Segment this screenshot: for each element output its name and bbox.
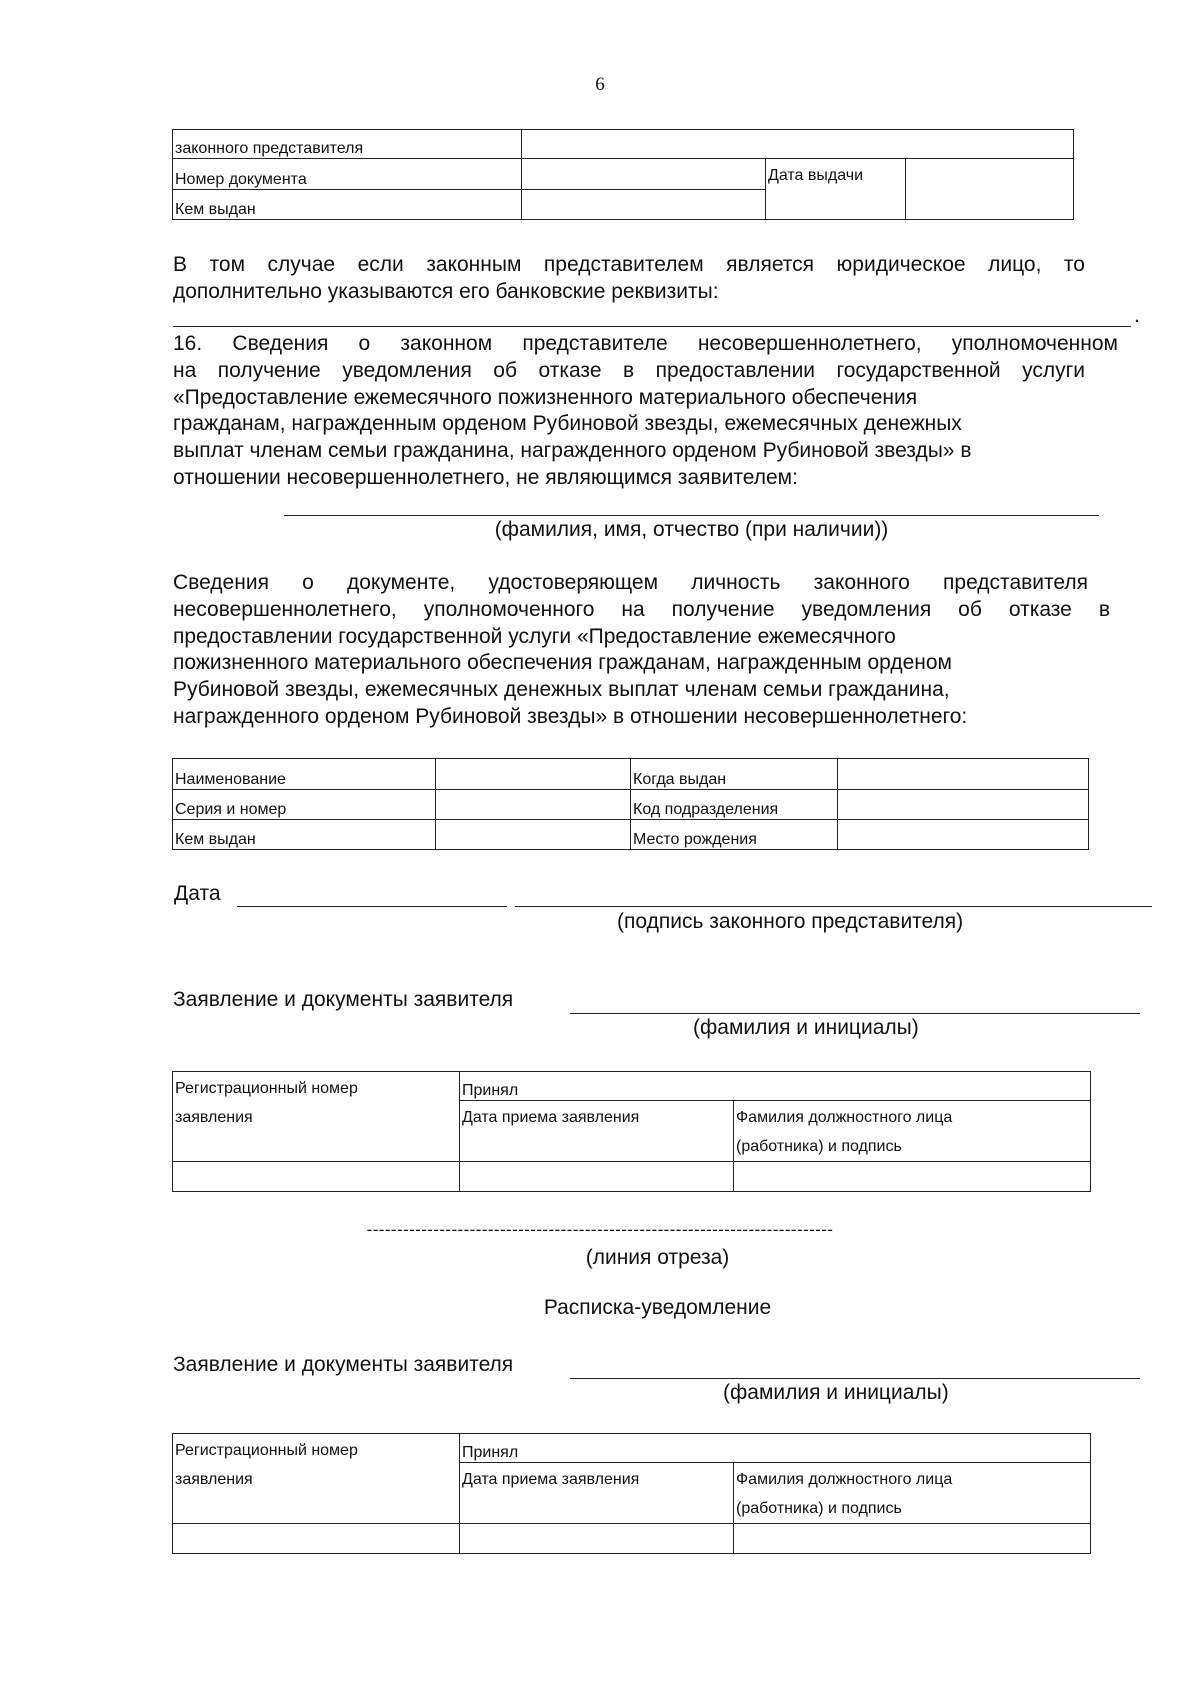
identity-document-table	[172, 758, 1089, 850]
official-line: Фамилия должностного лица	[736, 1471, 953, 1488]
document-info-paragraph	[173, 570, 1110, 731]
series-number-label: Серия и номер	[173, 790, 436, 820]
doc-name-label: Наименование	[173, 759, 436, 790]
reg-number-line: заявления	[175, 1109, 253, 1126]
accept-date-header: Дата приема заявления	[460, 1463, 734, 1524]
reg-number-value[interactable]	[173, 1162, 460, 1192]
text-line: «Предоставление ежемесячного пожизненного материального обеспечения	[173, 385, 918, 409]
registration-table	[172, 1071, 1091, 1192]
reg-number-line: Регистрационный номер	[175, 1442, 358, 1459]
text-line: гражданам, награжденным орденом Рубиновой звезды, ежемесячных денежных	[173, 412, 962, 436]
signature-caption: (подпись законного представителя)	[617, 910, 964, 933]
initials-caption: (фамилия и инициалы)	[693, 1016, 919, 1039]
receipt-title: Расписка-уведомление	[543, 1296, 772, 1319]
fio-caption: (фамилия, имя, отчество (при наличии))	[494, 518, 889, 541]
section-16-paragraph	[173, 331, 1118, 492]
doc-issued-by-value[interactable]	[436, 820, 631, 850]
official-value[interactable]	[734, 1524, 1091, 1554]
text-line: В том случае если законным представителем является юридическое лицо, то	[173, 253, 1085, 276]
accept-date-value[interactable]	[460, 1524, 734, 1554]
accept-date-header: Дата приема заявления	[460, 1101, 734, 1162]
cut-line: -----------------------------------------------------------------------------	[366, 1220, 834, 1239]
birth-place-value[interactable]	[838, 820, 1089, 850]
line-end-dot: .	[1134, 304, 1140, 327]
accepted-header: Принял	[460, 1434, 1091, 1463]
reg-number-line: заявления	[175, 1471, 253, 1488]
issue-date-label: Дата выдачи	[766, 159, 906, 220]
official-line: (работника) и подпись	[736, 1138, 902, 1155]
text-line: на получение уведомления об отказе в предоставлении государственной услуги	[173, 358, 1085, 382]
text-line: предоставлении государственной услуги «Предоставление ежемесячного	[173, 624, 896, 648]
doc-issued-by-label: Кем выдан	[173, 820, 436, 850]
cut-caption: (линия отреза)	[585, 1246, 730, 1269]
text-line: дополнительно указываются его банковские реквизиты:	[173, 279, 719, 303]
page-number: 6	[595, 74, 605, 95]
issued-when-value[interactable]	[838, 759, 1089, 790]
division-code-label: Код подразделения	[631, 790, 838, 820]
applicant-label: Заявление и документы заявителя	[173, 988, 514, 1011]
reg-number-line: Регистрационный номер	[175, 1080, 358, 1097]
birth-place-label: Место рождения	[631, 820, 838, 850]
applicant-name-line[interactable]	[570, 1013, 1140, 1014]
division-code-value[interactable]	[838, 790, 1089, 820]
official-value[interactable]	[734, 1162, 1091, 1192]
official-header	[734, 1101, 1091, 1162]
issued-when-label: Когда выдан	[631, 759, 838, 790]
applicant-name-line[interactable]	[570, 1378, 1140, 1379]
text-line: несовершеннолетнего, уполномоченного на получение уведомления об отказе в	[173, 597, 1110, 621]
accept-date-value[interactable]	[460, 1162, 734, 1192]
text-line: пожизненного материального обеспечения гражданам, награжденным орденом	[173, 651, 952, 675]
issued-by-value[interactable]	[522, 190, 766, 220]
signature-line[interactable]	[515, 906, 1152, 907]
reg-number-header	[173, 1434, 460, 1524]
official-line: (работника) и подпись	[736, 1500, 902, 1517]
official-line: Фамилия должностного лица	[736, 1109, 953, 1126]
official-header	[734, 1463, 1091, 1524]
reg-number-value[interactable]	[173, 1524, 460, 1554]
series-number-value[interactable]	[436, 790, 631, 820]
issued-by-label: Кем выдан	[173, 190, 522, 220]
bank-details-line[interactable]	[173, 326, 1131, 327]
text-line: награжденного орденом Рубиновой звезды» в отношении несовершеннолетнего:	[173, 704, 968, 728]
date-label: Дата	[174, 882, 221, 905]
text-line: Рубиновой звезды, ежемесячных денежных выплат членам семьи гражданина,	[173, 678, 950, 702]
representative-value-cell[interactable]	[522, 130, 1074, 159]
representative-label-cell: законного представителя	[173, 130, 522, 159]
doc-name-value[interactable]	[436, 759, 631, 790]
text-line: отношении несовершеннолетнего, не являющимся заявителем:	[173, 465, 798, 489]
document-number-value[interactable]	[522, 159, 766, 190]
applicant-label: Заявление и документы заявителя	[173, 1353, 514, 1376]
date-line[interactable]	[237, 906, 507, 907]
initials-caption: (фамилия и инициалы)	[723, 1381, 949, 1404]
legal-entity-paragraph	[173, 252, 1085, 306]
text-line: Сведения о документе, удостоверяющем личность законного представителя	[173, 571, 1088, 594]
text-line: 16. Сведения о законном представителе несовершеннолетнего, уполномоченном	[173, 332, 1118, 355]
reg-number-header	[173, 1072, 460, 1162]
issue-date-value[interactable]	[906, 159, 1074, 220]
text-line: выплат членам семьи гражданина, награжденного орденом Рубиновой звезды» в	[173, 439, 972, 463]
document-number-label: Номер документа	[173, 159, 522, 190]
accepted-header: Принял	[460, 1072, 1091, 1101]
representative-fio-line[interactable]	[284, 515, 1099, 516]
receipt-registration-table	[172, 1433, 1091, 1554]
representative-document-table	[172, 129, 1074, 220]
